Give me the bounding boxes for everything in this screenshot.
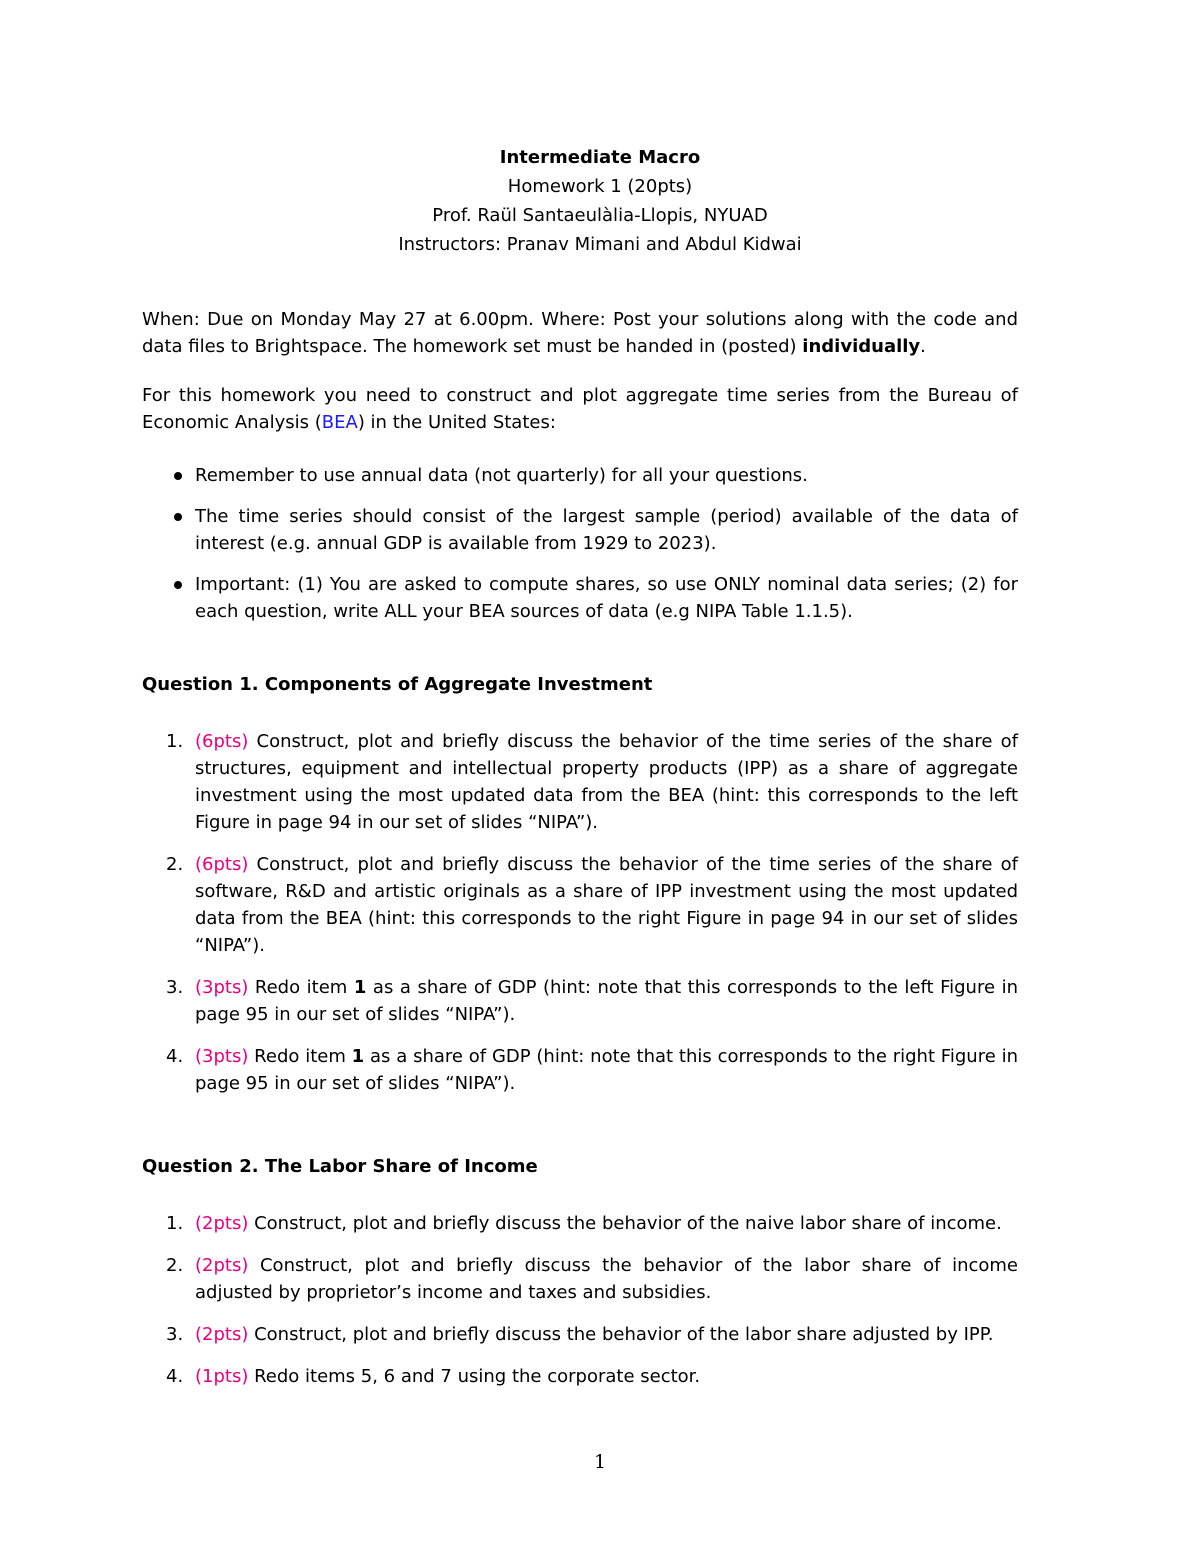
item-points: (6pts) <box>195 731 249 752</box>
item-text-before: Redo item <box>248 1046 352 1067</box>
item-text-before: Redo item <box>248 977 354 998</box>
item-points: (2pts) <box>195 1213 249 1234</box>
page-number: 1 <box>593 1451 607 1473</box>
where-label: Where: <box>541 309 606 330</box>
homework-subtitle: Homework 1 (20pts) <box>507 176 693 197</box>
intro-text-before: For this homework you need to construct and plot aggregate time series from the Bureau of Economic Analysis ( <box>142 385 1018 433</box>
professor-line: Prof. Raül Santaeulàlia-Llopis, NYUAD <box>432 205 768 226</box>
question-1-heading: Question 1. Components of Aggregate Investment <box>142 674 653 695</box>
period: . <box>920 336 926 357</box>
bea-link[interactable]: BEA <box>321 412 358 433</box>
item-number: 1. <box>166 731 184 752</box>
instructors-line: Instructors: Pranav Mimani and Abdul Kidwai <box>398 234 802 255</box>
item-points: (3pts) <box>195 977 249 998</box>
item-text: Construct, plot and briefly discuss the behavior of the naive labor share of income. <box>248 1213 1002 1234</box>
item-points: (3pts) <box>195 1046 249 1067</box>
item-number: 4. <box>166 1366 184 1387</box>
item-text: Redo items 5, 6 and 7 using the corporate sector. <box>248 1366 701 1387</box>
bullet-icon <box>174 581 182 589</box>
item-number: 3. <box>166 1324 184 1345</box>
course-title: Intermediate Macro <box>499 147 701 168</box>
item-points: (1pts) <box>195 1366 249 1387</box>
question-2-items <box>142 1210 1018 1390</box>
item-number: 4. <box>166 1046 184 1067</box>
bullet-item <box>142 462 1018 489</box>
item-text: Construct, plot and briefly discuss the behavior of the time series of the share of structures, equipment and intellectual property products (IPP) as a share of aggregate investment using the most updated data from the BEA (hint: this corresponds to the left Figure in page 94 in our set of slides “NIPA”). <box>195 731 1018 833</box>
bullet-text: The time series should consist of the largest sample (period) available of the data of interest (e.g. annual GDP is available from 1929 to 2023). <box>195 506 1018 554</box>
where-text: Post your solutions along with the code and data files to Brightspace. The homework set must be handed in (posted) <box>142 309 1018 357</box>
due-date-paragraph <box>142 306 1018 360</box>
question-item <box>142 728 1018 836</box>
item-points: (6pts) <box>195 854 249 875</box>
document-header <box>0 143 1200 259</box>
when-label: When: <box>142 309 200 330</box>
individually-emphasis: individually <box>802 336 921 357</box>
item-number: 2. <box>166 1255 184 1276</box>
question-item <box>142 1210 1018 1237</box>
question-item <box>142 974 1018 1028</box>
question-item <box>142 1252 1018 1306</box>
document-body <box>142 306 1018 1405</box>
question-2-heading: Question 2. The Labor Share of Income <box>142 1156 538 1177</box>
bullet-icon <box>174 472 182 480</box>
bullet-item <box>142 571 1018 625</box>
bullet-item <box>142 503 1018 557</box>
intro-text-after: ) in the United States: <box>357 412 556 433</box>
item-points: (2pts) <box>195 1324 249 1345</box>
when-text: Due on Monday May 27 at 6.00pm. <box>199 309 542 330</box>
intro-paragraph <box>142 382 1018 436</box>
item-text: Construct, plot and briefly discuss the behavior of the labor share adjusted by IPP. <box>248 1324 994 1345</box>
item-text: as a share of GDP (hint: note that this corresponds to the right Figure in page 95 in our set of slides “NIPA”). <box>195 1046 1018 1094</box>
item-text: as a share of GDP (hint: note that this corresponds to the left Figure in page 95 in our set of slides “NIPA”). <box>195 977 1018 1025</box>
item-number: 1. <box>166 1213 184 1234</box>
bullet-text: Remember to use annual data (not quarterly) for all your questions. <box>195 465 808 486</box>
question-item <box>142 1043 1018 1097</box>
item-number: 2. <box>166 854 184 875</box>
item-points: (2pts) <box>195 1255 249 1276</box>
question-item <box>142 1363 1018 1390</box>
item-reference: 1 <box>353 977 367 998</box>
bullet-text: Important: (1) You are asked to compute shares, so use ONLY nominal data series; (2) for each question, write ALL your BEA sources of data (e.g NIPA Table 1.1.5). <box>195 574 1018 622</box>
item-text: Construct, plot and briefly discuss the behavior of the time series of the share of software, R&D and artistic originals as a share of IPP investment using the most updated data from the BEA (hint: this corresponds to the right Figure in page 94 in our set of slides “NIPA”). <box>195 854 1018 956</box>
question-item <box>142 851 1018 959</box>
bullet-icon <box>174 513 182 521</box>
item-text: Construct, plot and briefly discuss the behavior of the labor share of income adjusted by proprietor’s income and taxes and subsidies. <box>195 1255 1018 1303</box>
item-number: 3. <box>166 977 184 998</box>
item-reference: 1 <box>351 1046 365 1067</box>
question-1-items <box>142 728 1018 1097</box>
question-item <box>142 1321 1018 1348</box>
instructions-list <box>142 462 1018 625</box>
